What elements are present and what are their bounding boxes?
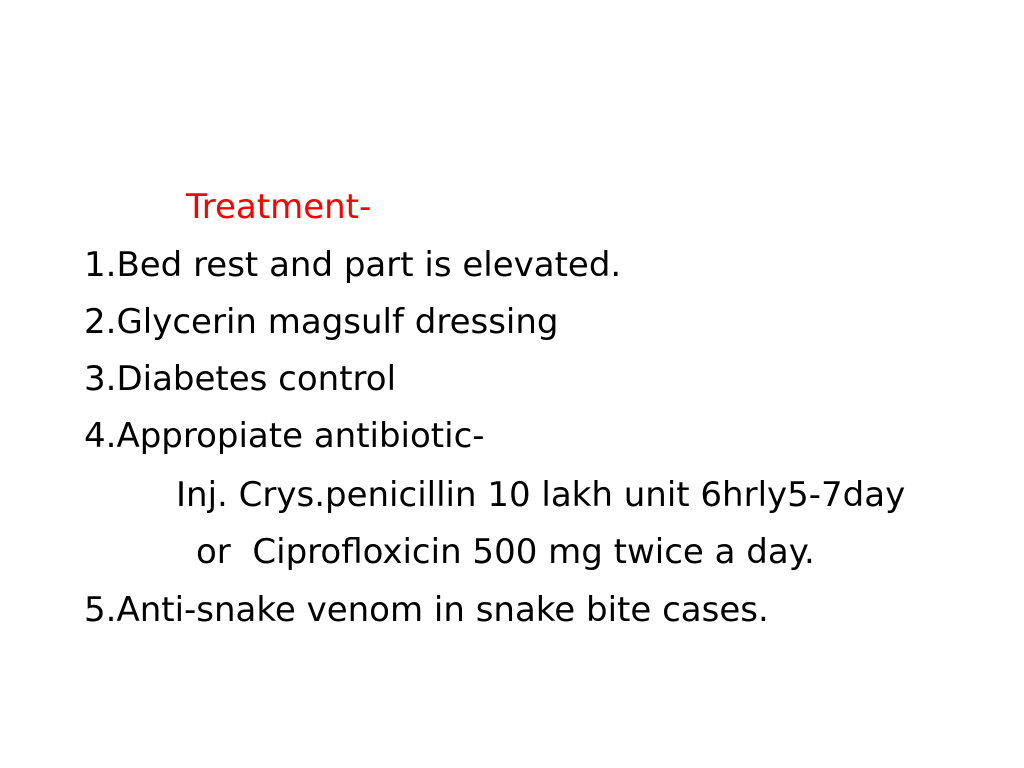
- treatment-item-1: 1.Bed rest and part is elevated.: [84, 245, 622, 285]
- treatment-item-3: 3.Diabetes control: [84, 359, 397, 399]
- treatment-item-2: 2.Glycerin magsulf dressing: [84, 302, 559, 342]
- treatment-item-4: 4.Appropiate antibiotic-: [84, 416, 485, 456]
- antibiotic-option-ciprofloxacin: or Ciprofloxicin 500 mg twice a day.: [196, 532, 815, 572]
- treatment-item-5: 5.Anti-snake venom in snake bite cases.: [84, 590, 769, 630]
- treatment-heading: Treatment-: [186, 187, 372, 227]
- antibiotic-option-penicillin: Inj. Crys.penicillin 10 lakh unit 6hrly5-7day: [176, 475, 906, 515]
